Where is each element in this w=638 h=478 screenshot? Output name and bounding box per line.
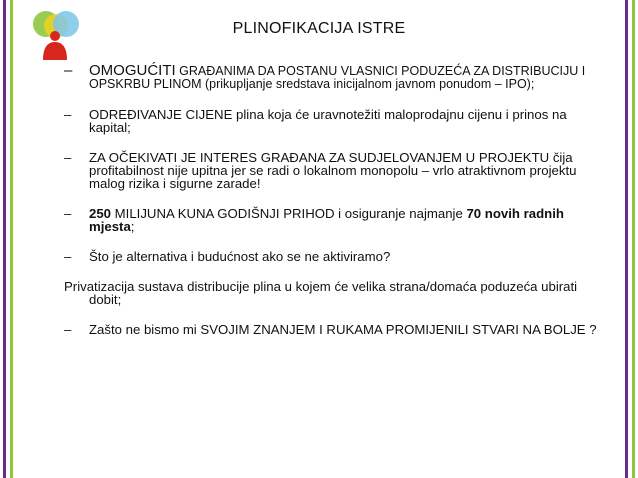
bullet-item-5: [64, 250, 612, 263]
bullet-dash: –: [64, 206, 72, 221]
bullet-item-1: [64, 64, 612, 91]
bullet-4-end: ;: [130, 219, 135, 234]
left-border-stripe-purple: [3, 0, 6, 478]
bullet-dash: –: [64, 62, 73, 79]
bullet-item-7: [64, 323, 612, 336]
bullet-item-4: [64, 207, 612, 233]
bullet-1-keyword: OMOGUĆITI: [89, 62, 176, 79]
left-border-stripe-green: [10, 0, 13, 478]
bullet-dash: –: [64, 150, 72, 165]
bullet-4-text: MILIJUNA KUNA GODIŠNJI PRIHOD i osiguranje najmanje: [111, 206, 467, 221]
bullet-item-2: [64, 108, 612, 134]
right-border-stripe-green: [632, 0, 635, 478]
bullet-5-text: Što je alternativa i budućnost ako se ne aktiviramo?: [89, 249, 391, 264]
bullet-dash: –: [64, 249, 72, 264]
bullet-2-text: ODREĐIVANJE CIJENE plina koja će uravnotežiti maloprodajnu cijenu i prinos na kapital;: [89, 107, 567, 135]
bullet-4-jobs: 70 novih radnih mjesta: [89, 206, 564, 234]
bullet-3-text: ZA OČEKIVATI JE INTERES GRAĐANA ZA SUDJELOVANJEM U PROJEKTU čija profitabilnost nije upitna jer se radi o lokalnom monopolu – vrlo atraktivnom projektu malog rizika i sigurne zarade!: [89, 150, 577, 191]
right-border-stripe-purple: [625, 0, 628, 478]
bullet-4-revenue-number: 250: [89, 206, 112, 221]
bullet-dash: –: [64, 322, 72, 337]
bullet-1-text: GRAĐANIMA DA POSTANU VLASNICI PODUZEĆA ZA DISTRIBUCIJU I OPSKRBU PLINOM (prikupljanje sredstava inicijalnom javnom ponudom – IPO);: [89, 64, 586, 91]
bullet-dash: –: [64, 107, 72, 122]
bullet-7-text: Zašto ne bismo mi SVOJIM ZNANJEM I RUKAMA PROMIJENILI STVARI NA BOLJE ?: [89, 322, 597, 337]
bullet-item-3: [64, 151, 612, 190]
paragraph-item-6: [64, 280, 612, 306]
paragraph-6-text: Privatizacija sustava distribucije plina u kojem će velika strana/domaća poduzeća ubirati dobit;: [64, 279, 578, 307]
slide-content: [64, 64, 612, 353]
slide-title: PLINOFIKACIJA ISTRE: [232, 20, 406, 37]
